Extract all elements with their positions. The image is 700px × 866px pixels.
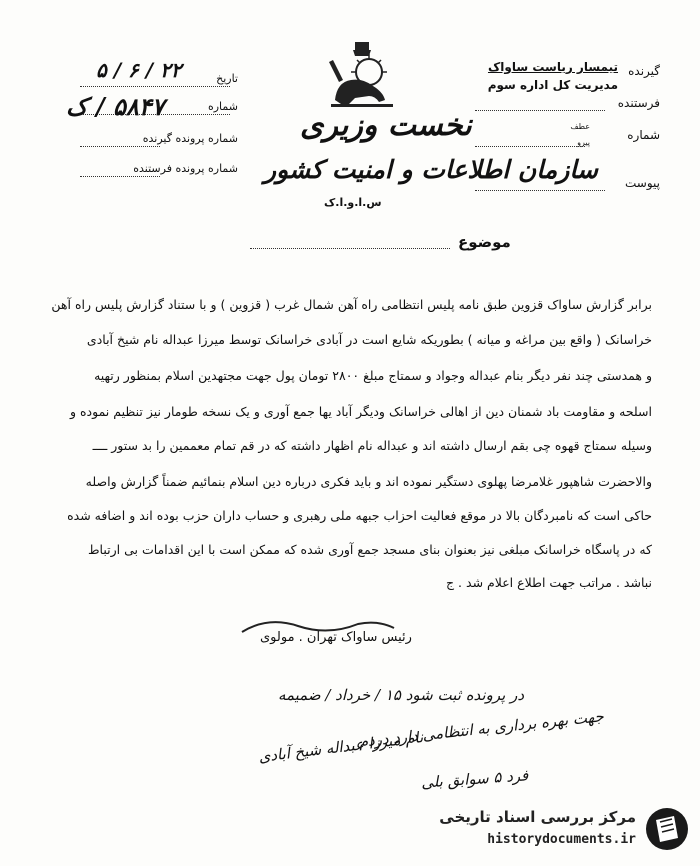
right-number-underline — [475, 146, 585, 147]
body-line-7: حاکی است که نامبردگان بالا در موقع فعالیت احزاب جبهه ملی رهبری و حساب داران حزب بوده اند و اضافه شده — [67, 508, 652, 523]
watermark-title: مرکز بررسی اسناد تاریخی — [439, 808, 636, 826]
number-value: ۵۸۴۷ / ک — [66, 92, 165, 121]
sender-file-underline — [80, 176, 160, 177]
peyro-label: پیرو — [577, 138, 590, 147]
right-number-label: شماره — [627, 128, 660, 142]
org-line-1: نخست وزیری — [300, 108, 472, 143]
org-code: س.ا.و.ا.ک — [324, 196, 382, 209]
org-line-2: سازمان اطلاعات و امنیت کشور — [264, 155, 598, 184]
receiver-value: تیمسار ریاست ساواک — [487, 60, 618, 74]
date-label: تاریخ — [216, 72, 238, 85]
subject-label: موضوع — [458, 233, 511, 251]
lion-and-sun-emblem-icon — [325, 42, 400, 110]
sender-label: فرستنده — [617, 96, 660, 110]
body-line-5: وسیله سمتاج قهوه چی بقم ارسال داشته اند و عبداله نام اظهار داشته که در قم تمام معممین را بد ستور ــــ — [92, 438, 652, 453]
watermark-url: historydocuments.ir — [487, 832, 636, 847]
date-underline — [80, 86, 230, 87]
date-value: ۵ / ۶ / ۲۲ — [96, 58, 182, 82]
atf-label: عطف — [570, 122, 590, 131]
receiver-label: گیرنده — [628, 64, 660, 78]
attachment-label: پیوست — [625, 176, 660, 190]
receiver-value-2: مدیریت کل اداره سوم — [487, 78, 618, 92]
body-line-4: اسلحه و مقاومت باد شمنان دین از اهالی خراسانک ودیگر آباد یها جمع آوری و یک نسخه طومار نیز تنظیم نموده و — [69, 404, 652, 419]
body-line-1: برابر گزارش ساواک قزوین طبق نامه پلیس انتظامی راه آهن شمال غرب ( قزوین ) و با ستناد گزارش پلیس راه آهن — [51, 297, 652, 312]
handwritten-note-4: فرد ۵ سوابق بلی — [420, 766, 529, 792]
attachment-underline — [475, 190, 605, 191]
sender-file-label: شماره پرونده فرستنده — [133, 162, 238, 175]
archive-watermark — [355, 802, 690, 858]
body-line-8: که در پاسگاه خراسانک مبلغی نیز بعنوان بنای مسجد جمع آوری شده که ممکن است با این اقدامات بی ارتباط — [87, 542, 652, 557]
handwritten-note-3: نام میرزا عبداله شیخ آبادی — [257, 727, 425, 767]
body-line-3: و همدستی چند نفر دیگر بنام عبداله وجواد و سمتاج مبلغ ۲۸۰۰ تومان پول جهت مجتهدین اسلام بمنظور رتهیه — [94, 368, 652, 383]
handwritten-note-1: در پرونده ثبت شود ۱۵ / خرداد / ضمیمه — [277, 686, 524, 704]
body-line-6: والاحضرت شاهپور غلامرضا پهلوی دستگیر نموده اند و باید فکری درباره دین اسلام بنمائیم ضمناً گزارش واصله — [85, 474, 652, 489]
subject-underline — [250, 248, 450, 249]
receiver-file-label: شماره پرونده گیرنده — [142, 132, 238, 145]
receiver-file-underline — [80, 146, 160, 147]
sender-underline — [475, 110, 605, 111]
archive-logo-icon — [644, 806, 690, 852]
body-line-2: خراسانک ( واقع بین مراغه و میانه ) بطوریکه شایع است در آبادی خراسانک توسط میرزا عبداله نام شیخ آبادی — [86, 332, 652, 347]
signature-line: رئیس ساواک تهران . مولوی — [260, 630, 412, 645]
number-label: شماره — [207, 100, 238, 113]
body-line-9: نباشد . مراتب جهت اطلاع اعلام شد . ج — [446, 575, 652, 590]
handwritten-note-2: جهت بهره برداری به انتظامی دارد دردم — [357, 707, 605, 751]
